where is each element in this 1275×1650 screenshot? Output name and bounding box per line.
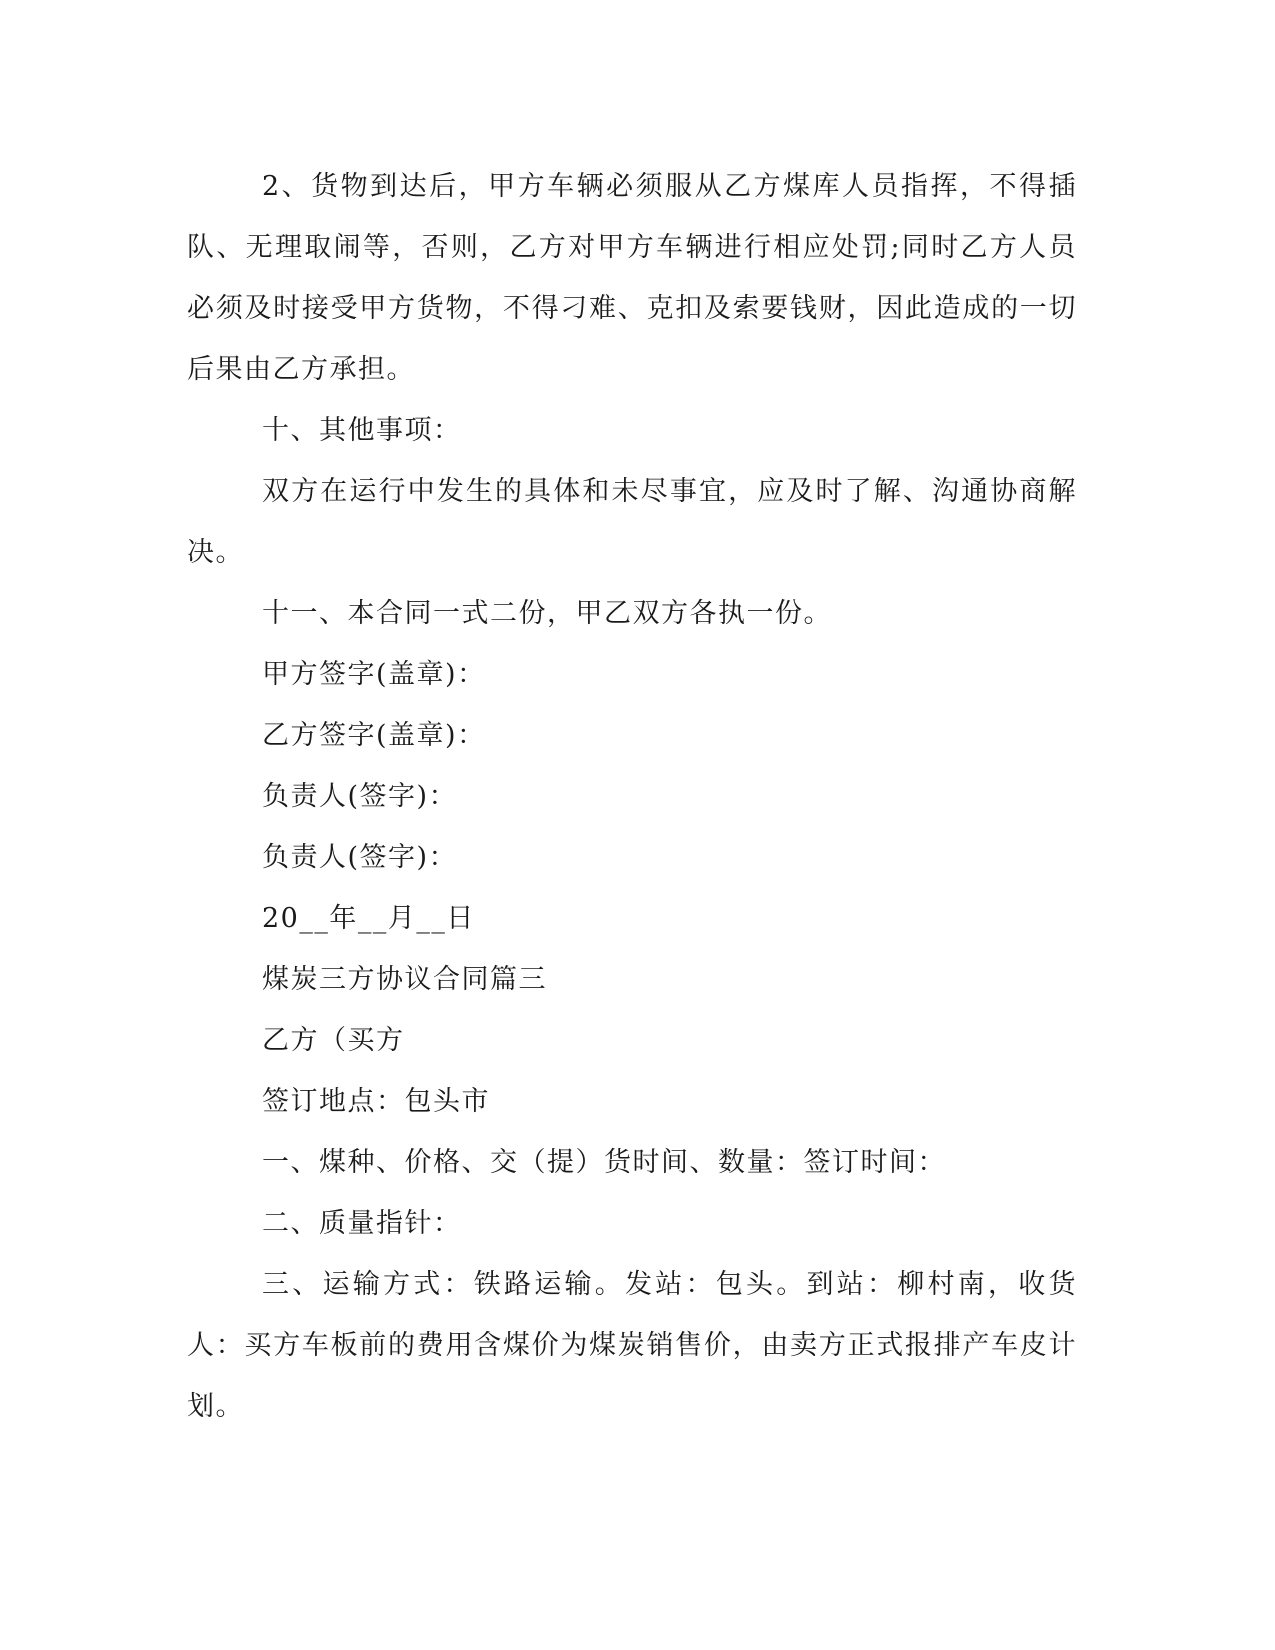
clause-coal-type-price: 一、煤种、价格、交（提）货时间、数量：签订时间： [262,1147,946,1178]
signature-party-b: 乙方签字(盖章)： [262,720,486,751]
signature-party-a: 甲方签字(盖章)： [262,659,486,690]
paragraph-contract-copies: 十一、本合同一式二份，甲乙双方各执一份。 [262,598,832,629]
section-heading-other-matters: 十、其他事项： [262,415,462,446]
paragraph-unloading-rules: 2、货物到达后，甲方车辆必须服从乙方煤库人员指挥，不得插队、无理取闹等，否则，乙方对甲方车辆进行相应处罚;同时乙方人员必须及时接受甲方货物，不得刁难、克扣及索要钱财，因此造成的一切后果由乙方承担。 [187,171,1077,385]
paragraph-negotiation: 双方在运行中发生的具体和未尽事宜，应及时了解、沟通协商解决。 [187,476,1077,568]
section-title-contract-three: 煤炭三方协议合同篇三 [262,964,547,995]
party-b-buyer: 乙方（买方 [262,1025,405,1056]
signature-responsible-person-1: 负责人(签字)： [262,781,458,812]
signing-location: 签订地点：包头市 [262,1086,490,1117]
document-body [187,156,1077,1437]
clause-quality: 二、质量指针： [262,1208,462,1239]
date-line: 20__年__月__日 [262,903,475,934]
signature-responsible-person-2: 负责人(签字)： [262,842,458,873]
clause-transport: 三、运输方式：铁路运输。发站：包头。到站：柳村南，收货人：买方车板前的费用含煤价为煤炭销售价，由卖方正式报排产车皮计划。 [187,1269,1077,1422]
